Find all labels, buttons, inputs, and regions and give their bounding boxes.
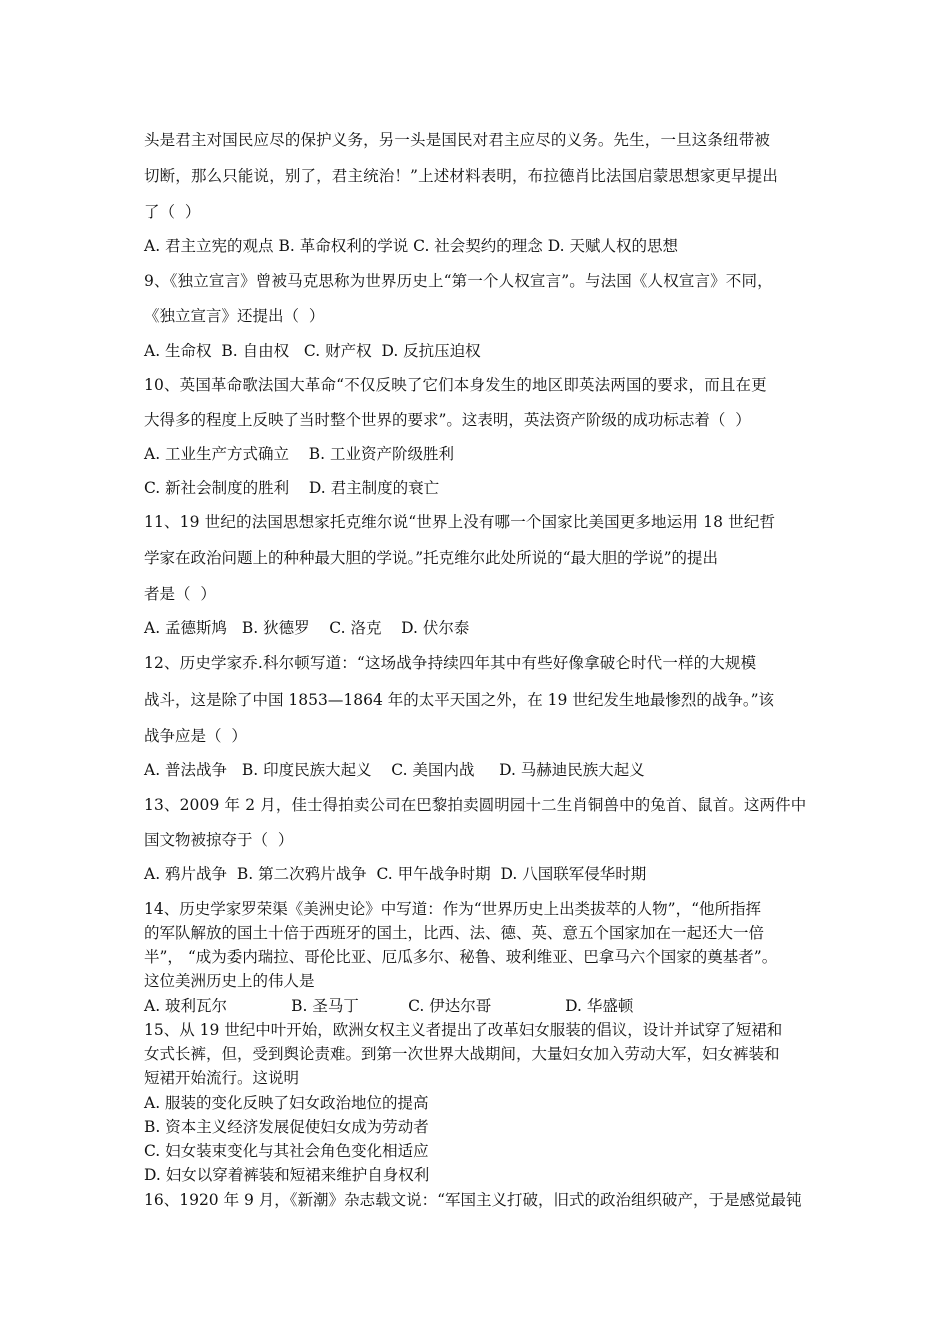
text-line: 者是（ ） [144,585,216,603]
question-11: 11、19 世纪的法国思想家托克维尔说“世界上没有哪一个国家比美国更多地运用 18 世纪哲 [144,513,776,531]
option-line: A. 生命权 B. 自由权 C. 财产权 D. 反抗压迫权 [144,342,481,360]
text-line: 战斗，这是除了中国 1853—1864 年的太平天国之外，在 19 世纪发生地最惨烈的战争。”该 [144,691,775,709]
option-line: A. 工业生产方式确立 B. 工业资产阶级胜利 [144,445,455,463]
text-line: 大得多的程度上反映了当时整个世界的要求”。这表明，英法资产阶级的成功标志着（ ） [144,411,751,429]
option-line: C. 新社会制度的胜利 D. 君主制度的衰亡 [144,479,440,497]
option-line: A. 孟德斯鸠 B. 狄德罗 C. 洛克 D. 伏尔泰 [144,619,470,637]
option-line: A. 玻利瓦尔 B. 圣马丁 C. 伊达尔哥 D. 华盛顿 [144,997,634,1015]
option-line: D. 妇女以穿着裤装和短裙来维护自身权利 [144,1166,430,1184]
text-line: 了（ ） [144,203,201,221]
question-12: 12、历史学家乔.科尔顿写道：“这场战争持续四年其中有些好像拿破仑时代一样的大规模 [144,654,757,672]
option-line: A. 君主立宪的观点 B. 革命权利的学说 C. 社会契约的理念 D. 天赋人权的思想 [144,237,678,255]
question-13: 13、2009 年 2 月，佳士得拍卖公司在巴黎拍卖圆明园十二生肖铜兽中的兔首、鼠首。这两件中 [144,796,807,814]
option-line: A. 鸦片战争 B. 第二次鸦片战争 C. 甲午战争时期 D. 八国联军侵华时期 [144,865,647,883]
option-line: A. 服装的变化反映了妇女政治地位的提高 [144,1094,429,1112]
option-line: C. 妇女装束变化与其社会角色变化相适应 [144,1142,429,1160]
text-line: 这位美洲历史上的伟人是 [144,972,315,990]
text-line: 切断，那么只能说，别了，君主统治！”上述材料表明，布拉德肖比法国启蒙思想家更早提出 [144,167,779,185]
text-line: 的军队解放的国土十倍于西班牙的国土，比西、法、德、英、意五个国家加在一起还大一倍 [144,924,765,942]
text-line: 短裙开始流行。这说明 [144,1069,300,1087]
question-15: 15、从 19 世纪中叶开始，欧洲女权主义者提出了改革妇女服装的倡议，设计并试穿了短裙和 [144,1021,783,1039]
text-line: 战争应是（ ） [144,727,247,745]
question-9: 9、《独立宣言》曾被马克思称为世界历史上“第一个人权宣言”。与法国《人权宣言》不同， [144,272,773,290]
option-line: B. 资本主义经济发展促使妇女成为劳动者 [144,1118,429,1136]
question-14: 14、历史学家罗荣渠《美洲史论》中写道：作为“世界历史上出类拔萃的人物”，“他所指挥 [144,900,761,918]
text-line: 国文物被掠夺于（ ） [144,831,294,849]
text-line: 《独立宣言》还提出（ ） [144,307,325,325]
question-16: 16、1920 年 9 月，《新潮》杂志载文说：“军国主义打破，旧式的政治组织破产，于是感觉最钝 [144,1191,802,1209]
text-line: 女式长裤，但，受到舆论责难。到第一次世界大战期间，大量妇女加入劳动大军，妇女裤装和 [144,1045,780,1063]
text-line: 头是君主对国民应尽的保护义务，另一头是国民对君主应尽的义务。先生，一旦这条纽带被 [144,131,771,149]
question-10: 10、英国革命歌法国大革命“不仅反映了它们本身发生的地区即英法两国的要求，而且在更 [144,376,767,394]
option-line: A. 普法战争 B. 印度民族大起义 C. 美国内战 D. 马赫迪民族大起义 [144,761,645,779]
text-line: 半”， “成为委内瑞拉、哥伦比亚、厄瓜多尔、秘鲁、玻利维亚、巴拿马六个国家的奠基者”。 [144,948,778,966]
text-line: 学家在政治问题上的种种最大胆的学说。”托克维尔此处所说的“最大胆的学说”的提出 [144,549,719,567]
